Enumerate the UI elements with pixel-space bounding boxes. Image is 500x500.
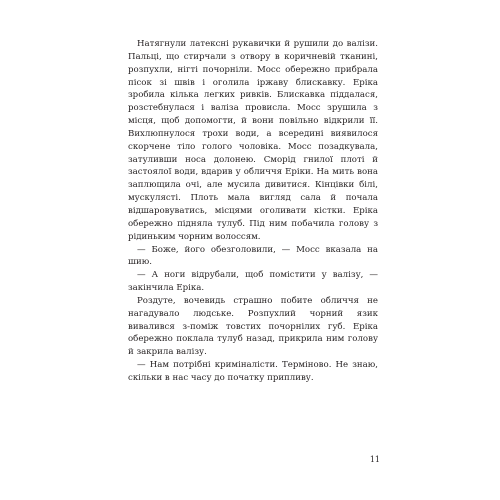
- paragraph-3: — А ноги відрубали, щоб помістити у валізу, — закінчила Еріка.: [128, 270, 378, 294]
- body-text: [128, 38, 378, 385]
- paragraph-4: Роздуте, вочевидь страшно побите обличчя не нагадувало людське. Розпухлий чорний язик вивалився з-поміж товстих почорнілих губ. Еріка обережно поклала тулуб назад, прикрила ним голову й закрила валізу.: [128, 295, 378, 358]
- paragraph-2: — Боже, його обезголовили, — Мосс вказала на шию.: [128, 244, 378, 268]
- paragraph-1: Натягнули латексні рукавички й рушили до валізи. Пальці, що стирчали з отвору в коричневій тканині, розпухли, нігті почорніли. Мосс обережно прибрала пісок зі швів і оголила іржаву блискавку. Еріка зробила кілька легких ривків. Блискавка піддалася, розстебнулася і валіза провисла. Мосс зрушила з місця, щоб допомогти, й вони повільно відкрили її. Вихлюпнулося трохи води, а всередині виявилося скорчене тіло голого чоловіка. Мосс позадкувала, затуливши носа долонею. Сморід гнилої плоті й застоялої води, вдарив у обличчя Еріки. На мить вона заплющила очі, але мусила дивитися. Кінцівки білі, мускулясті. Плоть мала вигляд сала й почала відшаровуватись, місцями оголивати кістки. Еріка обережно підняла тулуб. Під ним побачила голову з рідиньким чорним волоссям.: [128, 39, 378, 242]
- page-number: 11: [369, 455, 380, 464]
- paragraph-5: — Нам потрібні криміналісти. Терміново. Не знаю, скільки в нас часу до початку припливу.: [128, 360, 378, 383]
